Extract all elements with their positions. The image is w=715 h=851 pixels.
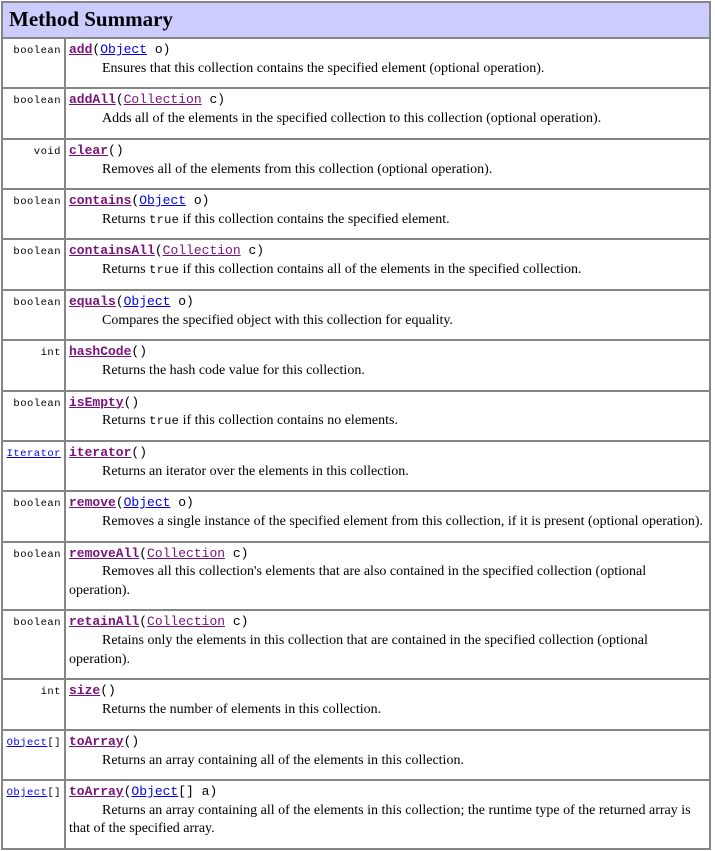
method-name-link[interactable]: retainAll (69, 614, 140, 630)
return-type-link[interactable]: Object (6, 786, 48, 799)
method-detail-cell (65, 290, 710, 340)
method-name-link[interactable]: containsAll (69, 243, 155, 259)
description-text: Returns an iterator over the elements in this collection. (102, 463, 409, 479)
return-type-link[interactable]: Iterator (6, 447, 61, 460)
method-description (69, 632, 705, 669)
method-row (2, 139, 710, 189)
method-signature: equals(Object o) (69, 293, 194, 309)
return-type-text: [] (47, 786, 61, 799)
method-description (69, 701, 705, 719)
method-signature: removeAll(Collection c) (69, 545, 249, 561)
method-name-link[interactable]: iterator (69, 444, 132, 460)
description-text: Removes all this collection's elements that are also contained in the specified collection (optional operation). (69, 564, 647, 598)
method-row (2, 491, 710, 541)
description-text: Returns the hash code value for this collection. (102, 363, 365, 379)
method-signature: clear() (69, 142, 124, 158)
method-row (2, 610, 710, 679)
table-header-row (2, 2, 710, 38)
return-type-cell (2, 38, 65, 88)
method-name-link[interactable]: clear (69, 142, 109, 158)
method-description (69, 802, 705, 839)
method-detail-cell (65, 679, 710, 729)
return-type-text: void (33, 145, 61, 158)
method-name-link[interactable]: toArray (69, 733, 124, 749)
param-type-link[interactable]: Collection (123, 92, 202, 108)
param-type-link[interactable]: Object (131, 783, 179, 799)
method-row (2, 88, 710, 138)
method-signature: hashCode() (69, 344, 148, 360)
method-description (69, 110, 705, 128)
return-type-cell (2, 730, 65, 780)
method-signature: iterator() (69, 444, 148, 460)
description-text: Returns (102, 211, 150, 227)
method-detail-cell (65, 441, 710, 491)
param-type-link[interactable]: Object (139, 193, 187, 209)
description-text: Returns the number of elements in this collection. (102, 702, 382, 718)
method-detail-cell (65, 88, 710, 138)
method-name-link[interactable]: add (69, 42, 93, 57)
inline-code: true (149, 414, 180, 429)
method-description (69, 412, 705, 430)
description-text: Removes all of the elements from this collection (optional operation). (102, 161, 493, 177)
method-row (2, 239, 710, 289)
return-type-text: boolean (13, 95, 61, 108)
return-type-cell (2, 340, 65, 390)
return-type-text: boolean (13, 196, 61, 209)
method-detail-cell (65, 542, 710, 611)
method-signature: add(Object o) (69, 42, 171, 57)
return-type-cell (2, 780, 65, 849)
method-row (2, 679, 710, 729)
method-row (2, 189, 710, 239)
description-text: Retains only the elements in this collection that are contained in the specified collection (optional operation). (69, 633, 648, 667)
method-description (69, 513, 705, 531)
method-name-link[interactable]: toArray (69, 783, 124, 799)
return-type-cell (2, 491, 65, 541)
method-description (69, 261, 705, 279)
method-row (2, 441, 710, 491)
method-row (2, 542, 710, 611)
return-type-cell (2, 610, 65, 679)
description-text: if this collection contains all of the elements in the specified collection. (179, 262, 582, 278)
method-signature: toArray() (69, 733, 140, 749)
method-detail-cell (65, 139, 710, 189)
return-type-cell (2, 290, 65, 340)
return-type-text: boolean (13, 548, 61, 561)
method-name-link[interactable]: contains (69, 193, 132, 209)
description-text: Compares the specified object with this collection for equality. (102, 312, 453, 328)
method-detail-cell (65, 340, 710, 390)
method-detail-cell (65, 189, 710, 239)
method-signature: remove(Object o) (69, 495, 194, 511)
description-text: Returns an array containing all of the elements in this collection; the runtime type of the returned array is that of the specified array. (69, 802, 691, 837)
method-row (2, 340, 710, 390)
description-text: Returns (102, 262, 150, 278)
param-type-suffix: [] (178, 783, 194, 799)
description-text: Adds all of the elements in the specified collection to this collection (optional operation). (102, 111, 602, 127)
param-type-link[interactable]: Collection (162, 243, 241, 259)
method-name-link[interactable]: addAll (69, 92, 116, 108)
method-detail-cell (65, 391, 710, 441)
method-signature: containsAll(Collection c) (69, 243, 265, 259)
param-type-link[interactable]: Object (123, 293, 171, 309)
method-summary-table (1, 1, 711, 850)
method-signature: isEmpty() (69, 394, 140, 410)
method-name-link[interactable]: remove (69, 495, 116, 511)
return-type-text: boolean (13, 246, 61, 259)
return-type-cell (2, 88, 65, 138)
description-text: if this collection contains no elements. (179, 413, 398, 429)
method-detail-cell (65, 239, 710, 289)
return-type-cell (2, 239, 65, 289)
method-detail-cell (65, 730, 710, 780)
param-type-link[interactable]: Object (123, 495, 171, 511)
method-signature: retainAll(Collection c) (69, 614, 249, 630)
param-type-link[interactable]: Object (100, 42, 148, 57)
return-type-text: boolean (13, 498, 61, 511)
method-name-link[interactable]: size (69, 683, 101, 699)
return-type-link[interactable]: Object (6, 736, 48, 749)
method-row (2, 38, 710, 88)
method-description (69, 463, 705, 481)
method-signature: addAll(Collection c) (69, 92, 226, 108)
method-description (69, 563, 705, 600)
method-description (69, 161, 705, 179)
inline-code: true (149, 263, 180, 278)
method-description (69, 312, 705, 330)
method-detail-cell (65, 491, 710, 541)
return-type-text: boolean (13, 296, 61, 309)
return-type-cell (2, 441, 65, 491)
description-text: if this collection contains the specified element. (179, 211, 450, 227)
method-detail-cell (65, 38, 710, 88)
method-row (2, 290, 710, 340)
method-detail-cell (65, 780, 710, 849)
method-name-link[interactable]: hashCode (69, 344, 132, 360)
return-type-text: boolean (13, 617, 61, 630)
method-description (69, 60, 705, 78)
description-text: Removes a single instance of the specified element from this collection, if it is present (optional operation). (102, 514, 704, 530)
return-type-text: boolean (13, 45, 61, 57)
method-name-link[interactable]: removeAll (69, 545, 140, 561)
method-signature: contains(Object o) (69, 193, 210, 209)
method-row (2, 730, 710, 780)
return-type-cell (2, 542, 65, 611)
return-type-text: int (40, 347, 61, 360)
description-text: Ensures that this collection contains the specified element (optional operation). (102, 60, 545, 76)
return-type-cell (2, 189, 65, 239)
method-row (2, 391, 710, 441)
param-type-link[interactable]: Collection (147, 614, 226, 630)
return-type-cell (2, 679, 65, 729)
method-description (69, 362, 705, 380)
method-name-link[interactable]: equals (69, 293, 116, 309)
param-type-link[interactable]: Collection (147, 545, 226, 561)
return-type-cell (2, 139, 65, 189)
method-row (2, 780, 710, 849)
method-signature: size() (69, 683, 116, 699)
description-text: Returns (102, 413, 150, 429)
method-description (69, 211, 705, 229)
return-type-text: [] (47, 736, 61, 749)
table-title: Method Summary (2, 2, 710, 38)
method-name-link[interactable]: isEmpty (69, 394, 124, 410)
return-type-cell (2, 391, 65, 441)
return-type-text: boolean (13, 397, 61, 410)
description-text: Returns an array containing all of the elements in this collection. (102, 752, 464, 768)
method-detail-cell (65, 610, 710, 679)
inline-code: true (149, 212, 180, 227)
method-description (69, 752, 705, 770)
return-type-text: int (40, 686, 61, 699)
method-signature: toArray(Object[] a) (69, 783, 218, 799)
